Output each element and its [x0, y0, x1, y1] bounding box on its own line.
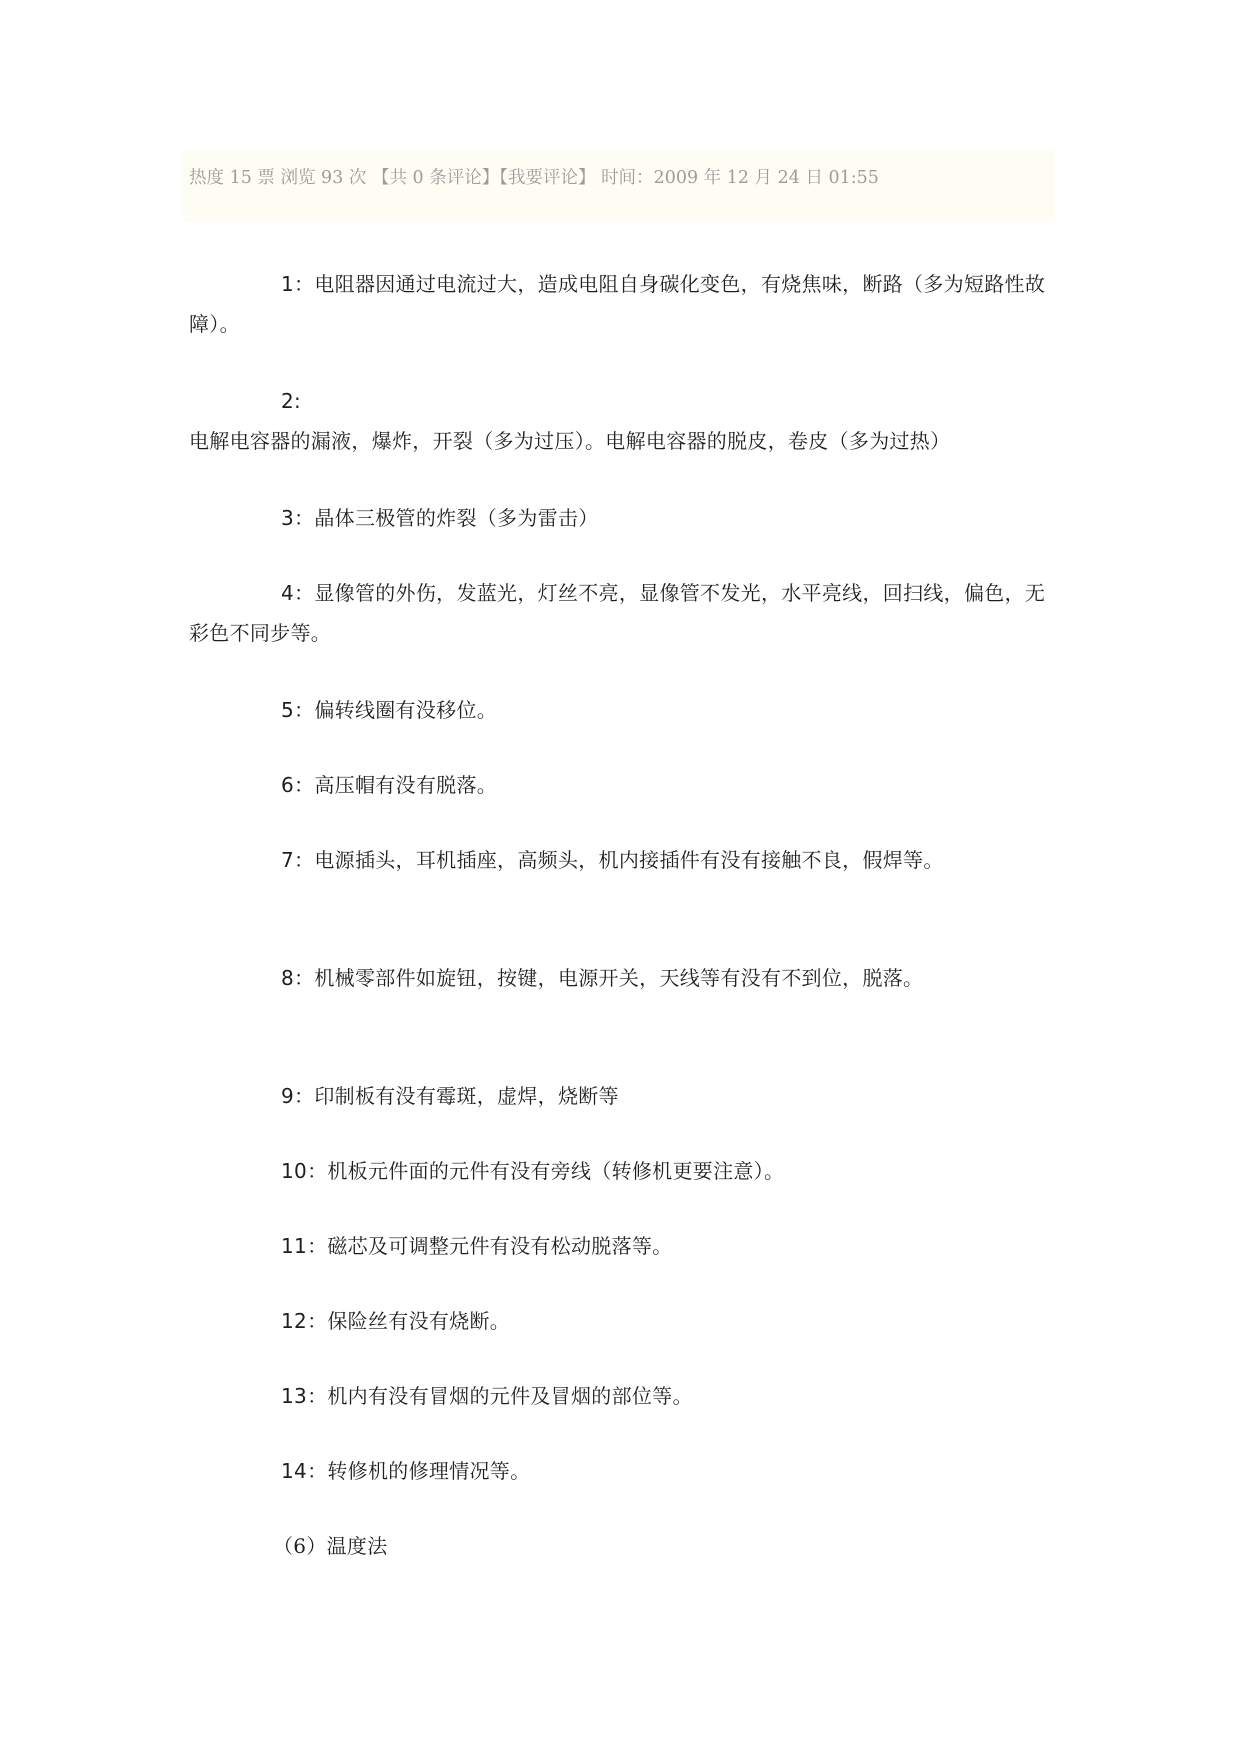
heat-votes: 热度 15 票 [189, 168, 275, 188]
list-item: 14：转修机的修理情况等。 [281, 1459, 531, 1483]
section-heading: （6）温度法 [273, 1534, 388, 1558]
list-item: 3：晶体三极管的炸裂（多为雷击） [281, 506, 599, 530]
article-meta-bar [183, 150, 1055, 222]
list-item: 4：显像管的外伤，发蓝光，灯丝不亮，显像管不发光，水平亮线，回扫线，偏色，无彩色不同步等。 [189, 581, 1046, 645]
comment-count-link[interactable]: 【共 0 条评论】 [371, 168, 500, 188]
list-item: 9：印制板有没有霉斑，虚焊，烧断等 [281, 1084, 619, 1108]
list-item: 6：高压帽有没有脱落。 [281, 773, 498, 797]
post-comment-link[interactable]: 【我要评论】 [499, 168, 596, 188]
list-item: 2:电解电容器的漏液，爆炸，开裂（多为过压）。电解电容器的脱皮，卷皮（多为过热） [189, 389, 951, 453]
list-item: 12：保险丝有没有烧断。 [281, 1309, 511, 1333]
list-item: 8：机械零部件如旋钮，按键，电源开关，天线等有没有不到位，脱落。 [281, 966, 924, 990]
list-item: 5：偏转线圈有没移位。 [281, 698, 498, 722]
list-item: 11：磁芯及可调整元件有没有松动脱落等。 [281, 1234, 673, 1258]
list-item: 13：机内有没有冒烟的元件及冒烟的部位等。 [281, 1384, 693, 1408]
publish-time: 时间：2009 年 12 月 24 日 01:55 [601, 168, 879, 188]
list-item: 10：机板元件面的元件有没有旁线（转修机更要注意）。 [281, 1159, 785, 1183]
list-item: 7：电源插头，耳机插座，高频头，机内接插件有没有接触不良，假焊等。 [281, 848, 944, 872]
list-item: 1：电阻器因通过电流过大，造成电阻自身碳化变色，有烧焦味，断路（多为短路性故障）。 [189, 272, 1046, 336]
view-count: 浏览 93 次 [280, 168, 367, 188]
